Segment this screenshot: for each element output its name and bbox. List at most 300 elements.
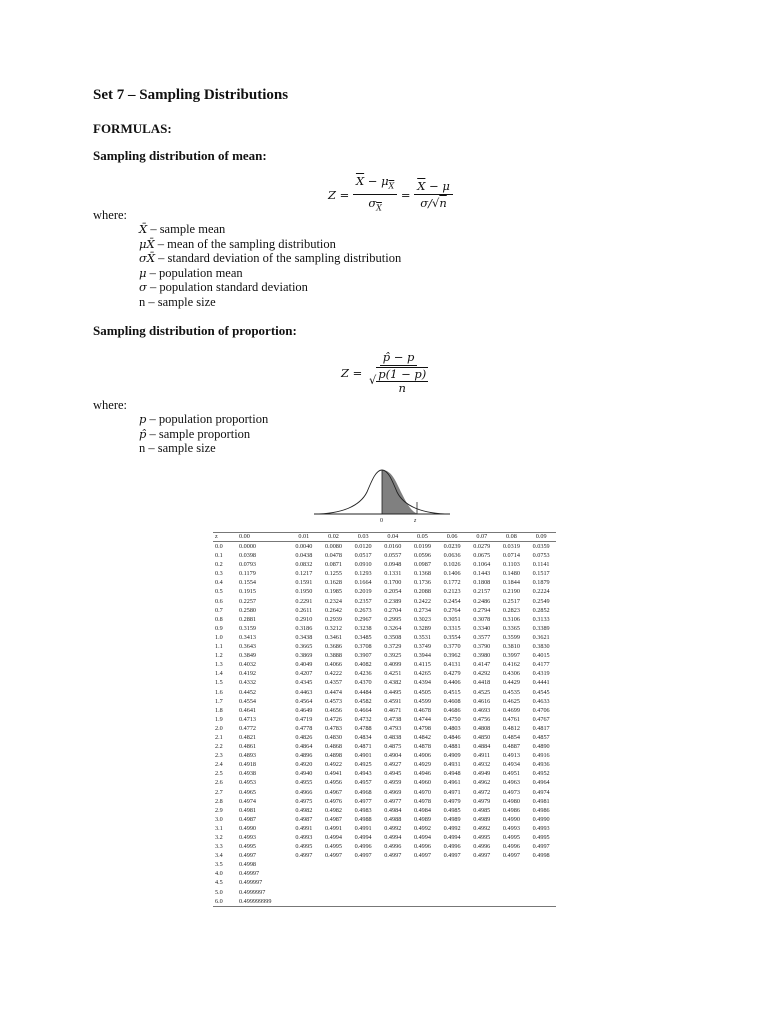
table-cell	[378, 869, 408, 878]
table-row	[213, 778, 556, 787]
table-cell: 0.0596	[413, 552, 431, 560]
table-cell	[526, 869, 556, 878]
table-cell	[467, 878, 497, 887]
table-row	[213, 815, 556, 824]
table-cell: 0.1293	[354, 570, 372, 578]
table-cell: 0.4960	[413, 779, 431, 787]
table-cell: 0.4699	[502, 706, 520, 714]
table-cell: 0.0398	[239, 552, 257, 560]
table-cell: 0.4988	[384, 815, 402, 823]
table-cell: 0.0120	[354, 543, 372, 550]
table-cell: 0.4788	[354, 724, 372, 732]
table-cell: 0.4319	[532, 670, 550, 678]
table-cell: 0.4976	[324, 797, 342, 805]
table-cell: 0.2549	[532, 597, 550, 605]
definition-item: p̂ – sample proportion	[139, 426, 251, 441]
table-cell: 0.4946	[413, 770, 431, 778]
table-cell: 0.4974	[532, 788, 550, 796]
mean-section-heading: Sampling distribution of mean:	[93, 148, 267, 163]
table-cell	[289, 897, 319, 907]
table-cell: 0.4826	[295, 733, 313, 741]
table-cell: 0.4995	[532, 834, 550, 841]
table-cell: 0.4949	[473, 770, 491, 778]
table-cell: 0.4265	[413, 670, 431, 678]
table-cell	[408, 888, 438, 897]
table-cell: 0.2324	[324, 597, 342, 605]
table-cell: 0.4306	[502, 670, 520, 678]
table-header-cell: 0.02	[319, 533, 349, 542]
table-cell	[497, 860, 527, 869]
table-row	[213, 660, 556, 669]
table-cell: 0.3186	[295, 624, 313, 632]
table-cell: 0.1480	[502, 570, 520, 578]
table-cell: 0.4357	[324, 679, 342, 687]
table-cell: 0.4979	[473, 797, 491, 805]
table-cell	[437, 860, 467, 869]
mean-definitions	[139, 222, 401, 309]
table-cell	[289, 860, 319, 869]
definition-item: σ – population standard deviation	[139, 280, 308, 294]
table-cell: 0.3830	[532, 643, 550, 651]
table-cell: 0.0040	[295, 543, 313, 550]
table-cell: 0.4772	[239, 724, 257, 732]
table-cell: 0.1103	[503, 561, 520, 569]
table-cell: 0.4969	[384, 788, 402, 796]
table-cell	[526, 897, 556, 907]
table-cell: 0.4896	[295, 752, 313, 760]
table-cell	[497, 897, 527, 907]
table-cell	[378, 878, 408, 887]
table-cell: 6.0	[213, 897, 235, 907]
table-cell: 0.4756	[473, 715, 491, 723]
table-cell	[319, 869, 349, 878]
curve-label-z: z	[414, 518, 417, 524]
table-cell: 0.4982	[324, 806, 342, 814]
table-cell: 0.4599	[413, 697, 431, 705]
table-cell: 0.4972	[473, 788, 491, 796]
table-cell: 0.2764	[443, 606, 461, 614]
table-cell: 0.4441	[532, 679, 550, 687]
proportion-z-formula: Z = p̂ − p √ $\frac{p(1 - p)}{n}$	[341, 350, 427, 395]
table-cell: 0.3461	[324, 633, 342, 641]
table-cell: 0.4993	[532, 824, 550, 832]
table-cell: 0.3810	[502, 643, 520, 651]
table-cell: 0.4940	[295, 770, 313, 778]
table-cell: 0.4761	[502, 715, 520, 723]
table-cell	[319, 897, 349, 907]
table-cell: 0.4911	[473, 752, 491, 760]
table-cell: 1.6	[215, 688, 223, 696]
table-cell: 0.4535	[502, 688, 520, 696]
table-cell: 0.3554	[443, 633, 461, 641]
table-cell: 0.4798	[413, 724, 431, 732]
table-cell: 0.0714	[502, 552, 520, 560]
table-cell: 0.4984	[413, 806, 431, 814]
table-cell: 0.4968	[354, 788, 372, 796]
table-cell: 0.6	[215, 597, 223, 605]
table-row	[213, 797, 556, 806]
table-cell: 2.8	[215, 797, 223, 805]
table-cell: 0.4838	[384, 733, 402, 741]
table-cell: 0.4956	[324, 779, 342, 787]
table-header-cell: 0.03	[348, 533, 378, 542]
table-cell: 0.4996	[384, 843, 402, 851]
table-cell	[378, 860, 408, 869]
table-cell: 1.0	[215, 633, 223, 641]
table-cell: 0.4846	[443, 733, 461, 741]
table-cell: 0.4582	[354, 697, 372, 705]
table-cell: 0.8	[215, 615, 223, 623]
table-cell: 0.4996	[354, 843, 372, 851]
table-cell: 0.2357	[354, 597, 372, 605]
table-cell: 0.4929	[413, 761, 431, 769]
table-cell: 5.0	[215, 888, 223, 896]
table-row	[213, 706, 556, 715]
table-cell: 0.3599	[502, 633, 520, 641]
table-cell: 0.4993	[239, 834, 257, 841]
table-cell	[378, 897, 408, 907]
table-row	[213, 715, 556, 724]
table-cell	[408, 869, 438, 878]
table-cell: 0.4970	[413, 788, 431, 796]
table-cell: 4.5	[215, 879, 223, 887]
table-cell: 0.1554	[239, 579, 257, 587]
table-cell: 0.4953	[239, 779, 257, 787]
table-cell: 0.4495	[384, 688, 402, 696]
table-cell: 0.4370	[354, 679, 372, 687]
table-cell: 0.4965	[239, 788, 257, 796]
table-cell: 0.1985	[324, 588, 342, 596]
table-cell: 0.4115	[414, 661, 431, 669]
table-cell: 0.2967	[354, 615, 372, 623]
table-cell: 0.4515	[443, 688, 461, 696]
table-cell: 2.5	[215, 770, 223, 778]
definition-item: n – sample size	[139, 294, 216, 309]
table-cell: 0.3508	[384, 633, 402, 641]
table-cell: 0.4778	[295, 724, 313, 732]
table-cell	[467, 869, 497, 878]
table-row	[213, 897, 556, 907]
table-cell: 0.4345	[295, 679, 313, 687]
table-cell: 2.4	[215, 761, 223, 769]
table-cell: 0.2123	[443, 588, 461, 596]
table-cell: 0.1331	[384, 570, 402, 578]
table-cell	[289, 869, 319, 878]
table-cell: 0.4783	[324, 724, 342, 732]
table-cell: 0.1255	[324, 570, 342, 578]
table-cell: 0.4993	[295, 834, 313, 841]
table-cell: 0.0675	[473, 552, 491, 560]
table-cell: 0.2019	[354, 588, 372, 596]
table-cell: 0.4998	[532, 852, 550, 860]
table-cell: 0.1772	[443, 579, 461, 587]
table-cell: 0.2611	[295, 606, 313, 614]
table-cell: 0.4994	[324, 834, 342, 841]
table-cell: 0.4936	[532, 761, 550, 769]
table-cell: 2.0	[215, 724, 223, 732]
table-row	[213, 788, 556, 797]
table-cell: 0.4992	[384, 824, 402, 832]
table-cell: 0.4985	[473, 806, 491, 814]
table-cell: 0.4974	[239, 797, 257, 805]
table-cell: 0.1064	[473, 561, 491, 569]
table-row	[213, 615, 556, 624]
table-cell: 0.0517	[354, 552, 372, 560]
table-cell	[437, 869, 467, 878]
table-cell: 0.2486	[473, 597, 491, 605]
table-cell: 0.4995	[473, 834, 491, 841]
table-cell: 0.7	[215, 606, 223, 614]
table-cell	[319, 878, 349, 887]
table-cell: 0.3944	[413, 652, 431, 660]
table-cell: 0.4987	[324, 815, 342, 823]
table-cell: 0.4925	[354, 761, 372, 769]
table-cell	[289, 888, 319, 897]
table-cell: 0.4719	[295, 715, 313, 723]
table-row	[213, 624, 556, 633]
table-cell: 0.2157	[473, 588, 491, 596]
table-cell: 3.3	[215, 843, 223, 851]
table-header-cell: 0.01	[289, 533, 319, 542]
table-cell	[437, 878, 467, 887]
table-cell: 0.3238	[354, 624, 372, 632]
table-cell: 0.4977	[354, 797, 372, 805]
table-cell: 0.4452	[239, 688, 257, 696]
table-cell: 0.2910	[295, 615, 313, 623]
table-cell: 0.3315	[443, 624, 461, 632]
table-cell: 0.0199	[413, 543, 431, 550]
table-cell: 0.4162	[502, 661, 520, 669]
table-cell: 0.1368	[413, 570, 431, 578]
table-cell: 0.4484	[354, 688, 372, 696]
table-cell: 0.4505	[413, 688, 431, 696]
table-cell: 0.3621	[532, 633, 550, 641]
table-cell: 0.4991	[354, 824, 372, 832]
table-cell: 0.4032	[239, 661, 257, 669]
table-cell	[348, 860, 378, 869]
table-row	[213, 860, 556, 869]
table-cell: 0.0478	[324, 552, 342, 560]
table-cell: 0.4099	[384, 661, 402, 669]
table-cell: 0.4906	[413, 752, 431, 760]
table-cell: 1.4	[215, 670, 223, 678]
table-cell: 0.4564	[295, 697, 313, 705]
table-cell	[497, 888, 527, 897]
table-header-cell: z	[213, 533, 235, 542]
table-cell	[319, 860, 349, 869]
table-cell: 0.3790	[473, 643, 491, 651]
table-row	[213, 851, 556, 860]
table-cell: 0.3438	[295, 633, 313, 641]
table-cell: 0.3365	[502, 624, 520, 632]
definition-item: n – sample size	[139, 441, 216, 455]
table-cell: 0.0910	[354, 561, 372, 569]
table-cell: 0.3708	[354, 643, 372, 651]
table-cell: 0.4608	[443, 697, 461, 705]
table-cell: 0.4857	[532, 733, 550, 741]
table-cell: 0.2794	[473, 606, 491, 614]
table-cell: 1.7	[215, 697, 223, 705]
table-cell: 0.1	[215, 552, 223, 560]
table-row	[213, 606, 556, 615]
table-cell: 0.0160	[384, 543, 402, 550]
table-cell: 0.0	[215, 543, 223, 550]
table-cell: 0.4997	[295, 852, 313, 860]
table-cell: 0.4890	[532, 743, 550, 751]
table-cell: 0.499997	[239, 879, 263, 887]
table-row	[213, 888, 556, 897]
table-cell: 3.4	[215, 852, 223, 860]
table-cell: 0.4750	[443, 715, 461, 723]
table-cell: 0.4842	[413, 733, 431, 741]
table-cell: 0.1664	[354, 579, 372, 587]
table-cell: 0.3023	[413, 615, 431, 623]
table-cell	[348, 878, 378, 887]
table-cell	[408, 878, 438, 887]
normal-curve-figure	[312, 464, 452, 526]
table-cell: 0.1026	[443, 561, 461, 569]
table-cell: 0.4649	[295, 706, 313, 714]
table-cell: 0.3749	[413, 643, 431, 651]
table-cell: 0.4997	[443, 852, 461, 860]
table-cell: 0.4989	[413, 815, 431, 823]
table-cell: 0.4999997	[239, 888, 266, 896]
table-cell: 0.4222	[324, 670, 342, 678]
mean-where-label: where:	[93, 208, 128, 222]
table-cell: 0.4981	[532, 797, 550, 805]
table-cell: 0.0987	[413, 561, 431, 569]
table-cell: 0.4429	[502, 679, 520, 687]
table-cell: 0.3340	[473, 624, 491, 632]
proportion-section-heading: Sampling distribution of proportion:	[93, 323, 297, 338]
table-cell: 0.4893	[239, 752, 257, 760]
table-cell: 0.3485	[354, 633, 372, 641]
table-cell: 0.4995	[502, 834, 520, 841]
table-cell: 0.4394	[413, 679, 431, 687]
table-cell: 1.5	[215, 679, 223, 687]
table-cell: 0.4738	[384, 715, 402, 723]
table-row	[213, 587, 556, 596]
table-cell: 0.0753	[532, 552, 550, 560]
table-cell: 0.4997	[532, 843, 550, 851]
table-cell: 0.4015	[532, 652, 550, 660]
table-cell: 0.2422	[413, 597, 431, 605]
table-cell: 0.0948	[384, 561, 402, 569]
table-cell: 0.3051	[443, 615, 461, 623]
table-cell: 0.4871	[354, 743, 372, 751]
table-cell: 0.2704	[384, 606, 402, 614]
table-row	[213, 824, 556, 833]
table-row	[213, 669, 556, 678]
table-cell: 0.2190	[502, 588, 520, 596]
table-cell: 0.0279	[473, 543, 491, 550]
table-cell: 0.4987	[295, 815, 313, 823]
table-cell: 2.2	[215, 743, 223, 751]
table-cell: 0.4693	[473, 706, 491, 714]
table-cell: 3.1	[215, 824, 223, 832]
table-cell: 0.4945	[384, 770, 402, 778]
table-cell: 0.4964	[532, 779, 550, 787]
table-cell: 0.4934	[502, 761, 520, 769]
table-cell: 0.4147	[473, 661, 491, 669]
table-cell: 0.4854	[502, 733, 520, 741]
table-cell: 0.0438	[295, 552, 313, 560]
table-cell: 0.4978	[413, 797, 431, 805]
table-cell: 0.2580	[239, 606, 257, 614]
table-cell: 0.4995	[324, 843, 342, 851]
table-cell: 0.3729	[384, 643, 402, 651]
table-cell: 0.4251	[384, 670, 402, 678]
table-header-cell: 0.09	[526, 533, 556, 542]
table-cell: 1.9	[215, 715, 223, 723]
table-cell: 0.2054	[384, 588, 402, 596]
table-cell: 0.4991	[295, 824, 313, 832]
table-cell: 2.3	[215, 752, 223, 760]
table-cell	[348, 888, 378, 897]
table-cell	[467, 897, 497, 907]
table-cell: 0.4922	[324, 761, 342, 769]
table-cell: 0.2088	[413, 588, 431, 596]
table-cell: 0.3264	[384, 624, 402, 632]
table-cell: 0.4994	[413, 834, 431, 841]
table-cell: 0.4834	[354, 733, 372, 741]
formulas-heading: FORMULAS:	[93, 121, 172, 136]
table-cell	[526, 860, 556, 869]
table-cell: 0.4830	[324, 733, 342, 741]
table-cell: 0.4990	[532, 815, 550, 823]
table-cell: 0.4994	[354, 834, 372, 841]
table-cell: 0.0636	[443, 552, 461, 560]
table-cell: 0.4713	[239, 715, 257, 723]
table-cell: 0.1406	[443, 570, 461, 578]
table-cell: 0.4878	[413, 743, 431, 751]
table-cell: 0.1628	[324, 579, 342, 587]
table-row	[213, 806, 556, 815]
table-cell: 0.4686	[443, 706, 461, 714]
table-cell: 0.4994	[384, 834, 402, 841]
table-cell: 0.4977	[384, 797, 402, 805]
table-cell: 0.4131	[443, 661, 461, 669]
table-cell: 0.4992	[443, 824, 461, 832]
table-cell: 0.4996	[473, 843, 491, 851]
table-cell: 0.3770	[443, 643, 461, 651]
table-cell: 0.4963	[502, 779, 520, 787]
table-cell: 0.1808	[473, 579, 491, 587]
table-cell: 0.3	[215, 570, 223, 578]
table-header-cell: 0.07	[467, 533, 497, 542]
table-cell: 0.0557	[384, 552, 402, 560]
table-cell	[497, 878, 527, 887]
table-cell: 0.4664	[354, 706, 372, 714]
table-cell: 0.3133	[532, 615, 550, 623]
table-cell: 0.4961	[443, 779, 461, 787]
mean-z-formula: Z = $\frac{\overline{X} - \mu_{\overline{X}}}{\sigma_{\overline{X}}}$ = $\frac{\overline{X} - \mu}{\sigma/√n}$	[328, 174, 453, 216]
table-cell: 2.1	[215, 733, 223, 741]
table-cell: 0.4955	[295, 779, 313, 787]
table-cell	[497, 869, 527, 878]
table-cell: 4.0	[215, 870, 223, 878]
table-cell: 0.1179	[239, 570, 256, 578]
table-cell: 0.3389	[532, 624, 550, 632]
table-cell: 0.4726	[324, 715, 342, 723]
table-cell: 0.0319	[502, 543, 520, 550]
table-cell: 1.3	[215, 661, 223, 669]
table-cell	[408, 860, 438, 869]
table-cell: 0.4918	[239, 761, 257, 769]
table-cell: 0.4997	[502, 852, 520, 860]
table-cell: 0.4973	[502, 788, 520, 796]
table-cell: 0.2291	[295, 597, 313, 605]
